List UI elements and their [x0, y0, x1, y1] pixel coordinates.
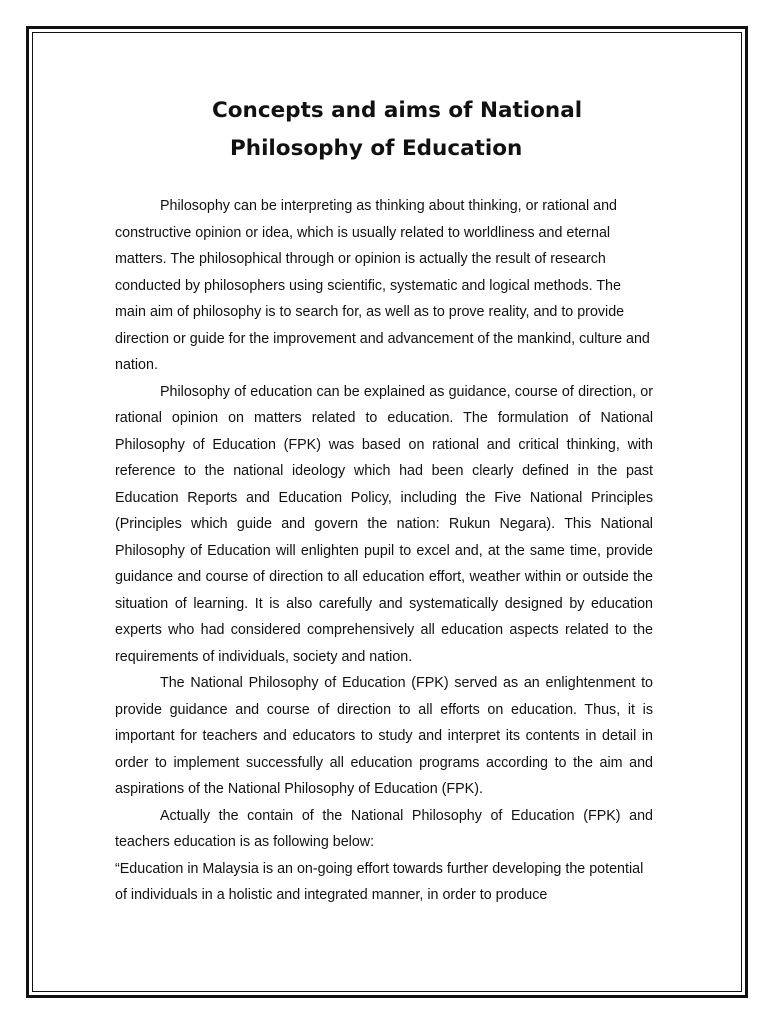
document-page	[115, 92, 653, 909]
paragraph-fpk-enlightenment: The National Philosophy of Education (FPK) served as an enlightenment to provide guidance and course of direction to all efforts on education. Thus, it is important for teachers and educators to study and interpret its contents in detail in order to implement successfully all education programs according to the aim and aspirations of the National Philosophy of Education (FPK).	[115, 675, 653, 797]
paragraph-fpk-contents-intro: Actually the contain of the National Philosophy of Education (FPK) and teachers education is as following below:	[115, 807, 653, 850]
body-text	[115, 193, 653, 909]
paragraph-fpk-quote: “Education in Malaysia is an on-going effort towards further developing the potential of individuals in a holistic and integrated manner, in order to produce	[115, 860, 644, 903]
title-line-2: Philosophy of Education	[230, 136, 523, 161]
paragraph-philosophy-definition: Philosophy can be interpreting as thinking about thinking, or rational and constructive opinion or idea, which is usually related to worldliness and eternal matters. The philosophical through or opinion is actually the result of research conducted by philosophers using scientific, systematic and logical methods. The main aim of philosophy is to search for, as well as to prove reality, and to provide direction or guide for the improvement and advancement of the mankind, culture and nation.	[115, 198, 650, 373]
title-line-1: Concepts and aims of National	[212, 98, 583, 123]
document-title	[115, 92, 653, 168]
paragraph-philosophy-of-education: Philosophy of education can be explained as guidance, course of direction, or rational opinion on matters related to education. The formulation of National Philosophy of Education (FPK) was based on rational and critical thinking, with reference to the national ideology which had been clearly defined in the past Education Reports and Education Policy, including the Five National Principles (Principles which guide and govern the nation: Rukun Negara). This National Philosophy of Education will enlighten pupil to excel and, at the same time, provide guidance and course of direction to all education effort, weather within or outside the situation of learning. It is also carefully and systematically designed by education experts who had considered comprehensively all education aspects related to the requirements of individuals, society and nation.	[115, 383, 653, 665]
